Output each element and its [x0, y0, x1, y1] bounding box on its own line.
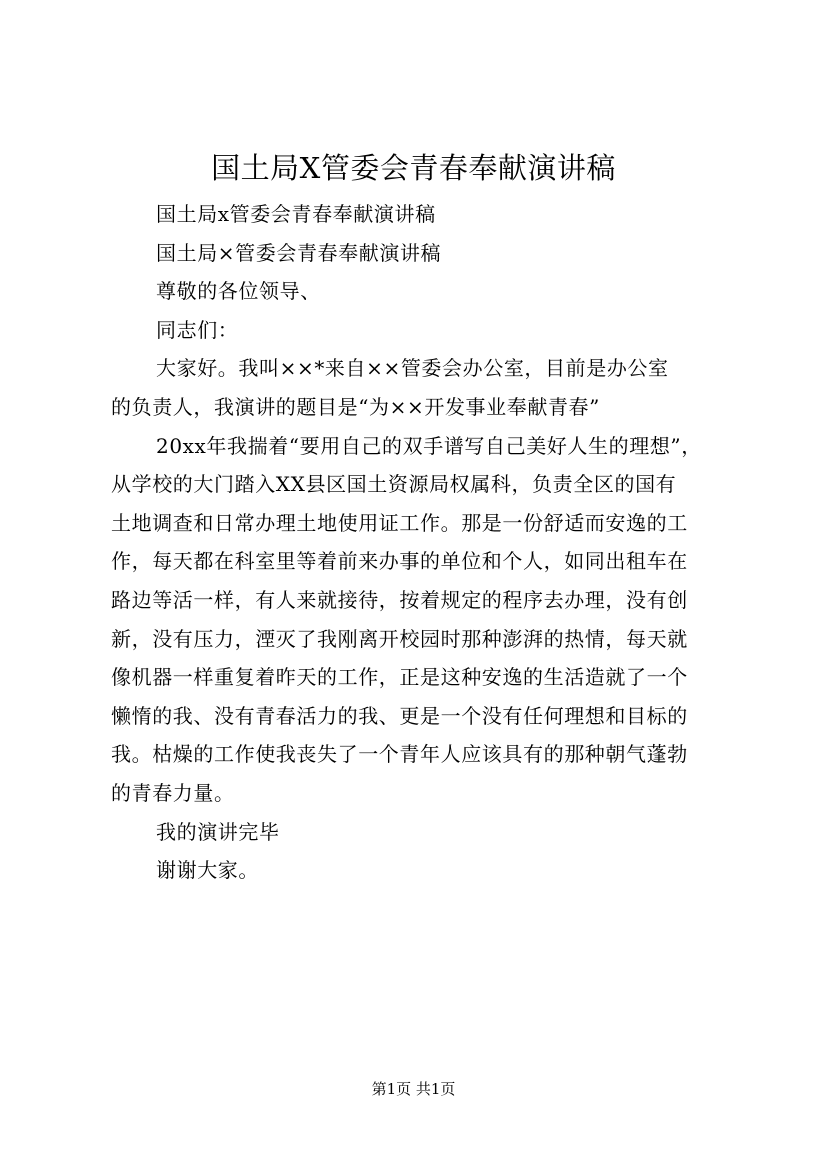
body-line: 国土局x管委会青春奉献演讲稿: [156, 202, 436, 226]
document-title: 国土局X管委会青春奉献演讲稿: [211, 151, 616, 185]
body-line: 从学校的大门踏入XX县区国土资源局权属科，负责全区的国有: [111, 472, 677, 497]
body-line: 20xx年我揣着“要用自己的双手谱写自己美好人生的理想”，: [156, 433, 702, 458]
body-line: 我的演讲完毕: [156, 819, 280, 844]
body-line: 像机器一样重复着昨天的工作，正是这种安逸的生活造就了一个: [111, 665, 688, 690]
body-line: 懒惰的我、没有青春活力的我、更是一个没有任何理想和目标的: [111, 703, 688, 728]
body-line: 尊敬的各位领导、: [156, 279, 321, 304]
body-line: 大家好。我叫××*来自××管委会办公室，目前是办公室: [156, 356, 669, 381]
body-line: 的负责人，我演讲的题目是“为××开发事业奉献青春”: [111, 394, 600, 419]
body-line: 作，每天都在科室里等着前来办事的单位和个人，如同出租车在: [111, 549, 688, 574]
body-line: 新，没有压力，湮灭了我刚离开校园时那种澎湃的热情，每天就: [111, 626, 688, 651]
body-line: 同志们：: [156, 317, 239, 342]
page-footer: 第1页 共1页: [371, 1080, 456, 1098]
body-line: 土地调查和日常办理土地使用证工作。那是一份舒适而安逸的工: [111, 510, 688, 535]
document-body: [111, 195, 721, 890]
body-line: 的青春力量。: [111, 780, 235, 805]
body-line: 谢谢大家。: [156, 858, 259, 883]
body-line: 我。枯燥的工作使我丧失了一个青年人应该具有的那种朝气蓬勃: [111, 742, 688, 767]
body-line: 国土局×管委会青春奉献演讲稿: [156, 240, 442, 265]
body-line: 路边等活一样，有人来就接待，按着规定的程序去办理，没有创: [111, 587, 688, 612]
